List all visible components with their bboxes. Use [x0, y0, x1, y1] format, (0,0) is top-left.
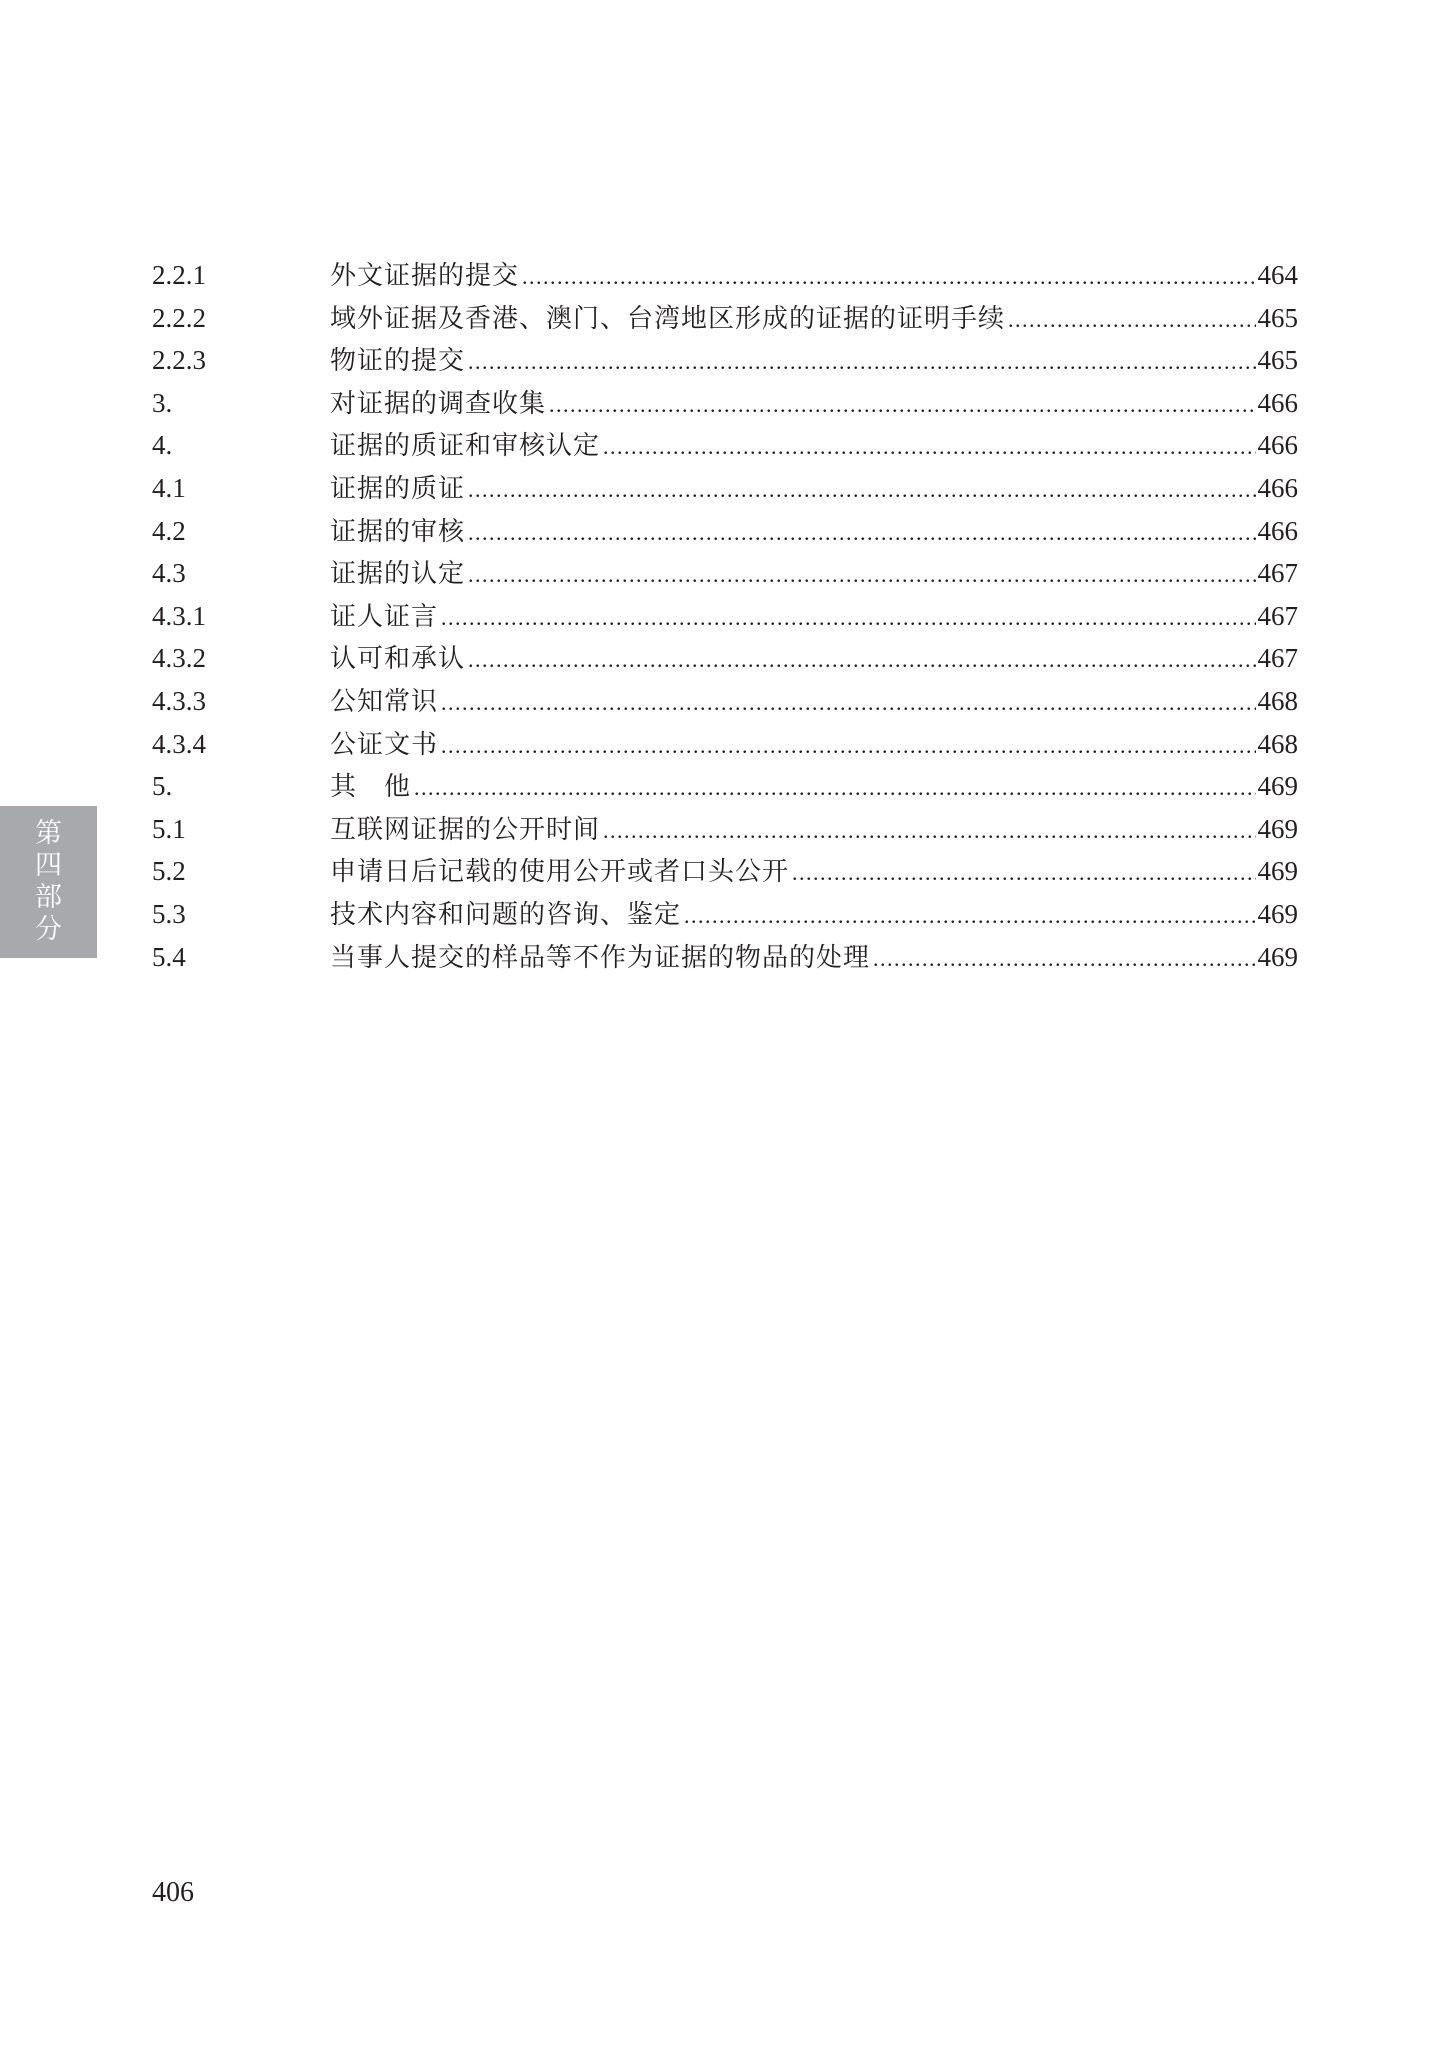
toc-entry-page: 466: [1257, 430, 1298, 461]
side-tab-char: 四: [35, 850, 62, 881]
toc-entry: [152, 467, 1298, 510]
toc-entry-page: 468: [1257, 728, 1298, 759]
toc-entry-page: 467: [1257, 558, 1298, 589]
toc-entry-page: 469: [1257, 898, 1298, 929]
toc-entry-title: 证据的质证: [330, 473, 466, 504]
toc-entry-number: 4.: [152, 430, 173, 461]
toc-entry-number: 5.3: [152, 898, 186, 929]
toc-entry: [152, 424, 1298, 467]
toc-entry-title: 认可和承认: [330, 644, 466, 675]
toc-entry-page: 466: [1257, 472, 1298, 503]
toc-entry-page: 469: [1257, 856, 1298, 887]
toc-entry-title: 域外证据及香港、澳门、台湾地区形成的证据的证明手续: [330, 303, 1006, 334]
toc-dot-leader: [549, 384, 1255, 427]
toc-entry: [152, 936, 1298, 979]
toc-entry-title: 公证文书: [330, 729, 439, 760]
toc-entry-number: 4.2: [152, 515, 186, 546]
toc-dot-leader: [873, 938, 1255, 981]
toc-entry-title: 技术内容和问题的咨询、鉴定: [330, 899, 682, 930]
toc-entry-number: 4.3: [152, 558, 186, 589]
toc-entry-title: 证据的审核: [330, 516, 466, 547]
toc-entry-title: 互联网证据的公开时间: [330, 814, 601, 845]
toc-entry-number: 3.: [152, 387, 173, 418]
side-tab-char: 部: [35, 882, 62, 913]
toc-entry-title: 申请日后记载的使用公开或者口头公开: [330, 857, 790, 888]
toc-entry-title: 物证的提交: [330, 346, 466, 377]
toc-dot-leader: [603, 810, 1255, 853]
section-side-tab: [0, 806, 97, 958]
toc-entry: [152, 850, 1298, 893]
toc-entry-number: 4.1: [152, 472, 186, 503]
toc-entry: [152, 893, 1298, 936]
side-tab-char: 分: [35, 914, 62, 945]
toc-entry: [152, 595, 1298, 638]
toc-entry-number: 5.: [152, 771, 173, 802]
table-of-contents: [152, 254, 1298, 978]
toc-entry-page: 469: [1257, 941, 1298, 972]
toc-dot-leader: [468, 512, 1255, 555]
toc-entry-title: 外文证据的提交: [330, 261, 520, 291]
toc-entry-number: 4.3.2: [152, 643, 206, 674]
toc-dot-leader: [468, 341, 1255, 384]
toc-dot-leader: [468, 639, 1255, 682]
toc-entry-number: 5.4: [152, 941, 186, 972]
toc-entry-title: 证据的认定: [330, 559, 466, 590]
toc-dot-leader: [1008, 299, 1255, 342]
toc-entry-page: 467: [1257, 600, 1298, 631]
page-number: 406: [152, 1877, 194, 1908]
toc-entry: [152, 680, 1298, 723]
toc-dot-leader: [441, 597, 1255, 640]
toc-dot-leader: [603, 426, 1255, 469]
toc-entry-title: 对证据的调查收集: [330, 388, 547, 419]
toc-dot-leader: [792, 852, 1255, 895]
toc-entry-number: 4.3.1: [152, 600, 206, 631]
toc-entry-page: 466: [1257, 515, 1298, 546]
toc-entry-page: 467: [1257, 643, 1298, 674]
toc-entry-number: 5.1: [152, 813, 186, 844]
toc-entry: [152, 339, 1298, 382]
toc-entry: [152, 637, 1298, 680]
toc-entry-page: 468: [1257, 685, 1298, 716]
toc-entry: [152, 254, 1298, 297]
toc-entry: [152, 723, 1298, 766]
toc-dot-leader: [468, 554, 1255, 597]
toc-entry-number: 4.3.3: [152, 685, 206, 716]
toc-entry-number: 5.2: [152, 856, 186, 887]
toc-entry-page: 465: [1257, 345, 1298, 376]
toc-dot-leader: [441, 725, 1255, 768]
toc-entry: [152, 765, 1298, 808]
toc-entry-number: 2.2.2: [152, 302, 206, 333]
toc-entry-page: 469: [1257, 813, 1298, 844]
toc-entry-title: 公知常识: [330, 686, 439, 717]
toc-dot-leader: [414, 767, 1255, 810]
toc-entry: [152, 510, 1298, 553]
toc-entry-number: 2.2.1: [152, 260, 206, 290]
toc-entry-title: 其 他: [330, 772, 412, 803]
toc-entry-title: 证据的质证和审核认定: [330, 431, 601, 462]
toc-entry: [152, 552, 1298, 595]
toc-entry-page: 469: [1257, 771, 1298, 802]
toc-entry-title: 证人证言: [330, 601, 439, 632]
toc-dot-leader: [468, 469, 1255, 512]
toc-entry: [152, 297, 1298, 340]
side-tab-char: 第: [35, 818, 62, 849]
toc-dot-leader: [441, 682, 1255, 725]
toc-entry-title: 当事人提交的样品等不作为证据的物品的处理: [330, 942, 871, 973]
toc-entry-page: 466: [1257, 387, 1298, 418]
toc-entry: [152, 808, 1298, 851]
toc-dot-leader: [522, 256, 1255, 299]
toc-entry-number: 4.3.4: [152, 728, 206, 759]
toc-entry-page: 465: [1257, 302, 1298, 333]
toc-entry-number: 2.2.3: [152, 345, 206, 376]
toc-entry-page: 464: [1257, 260, 1298, 290]
toc-entry: [152, 382, 1298, 425]
toc-dot-leader: [684, 895, 1255, 938]
